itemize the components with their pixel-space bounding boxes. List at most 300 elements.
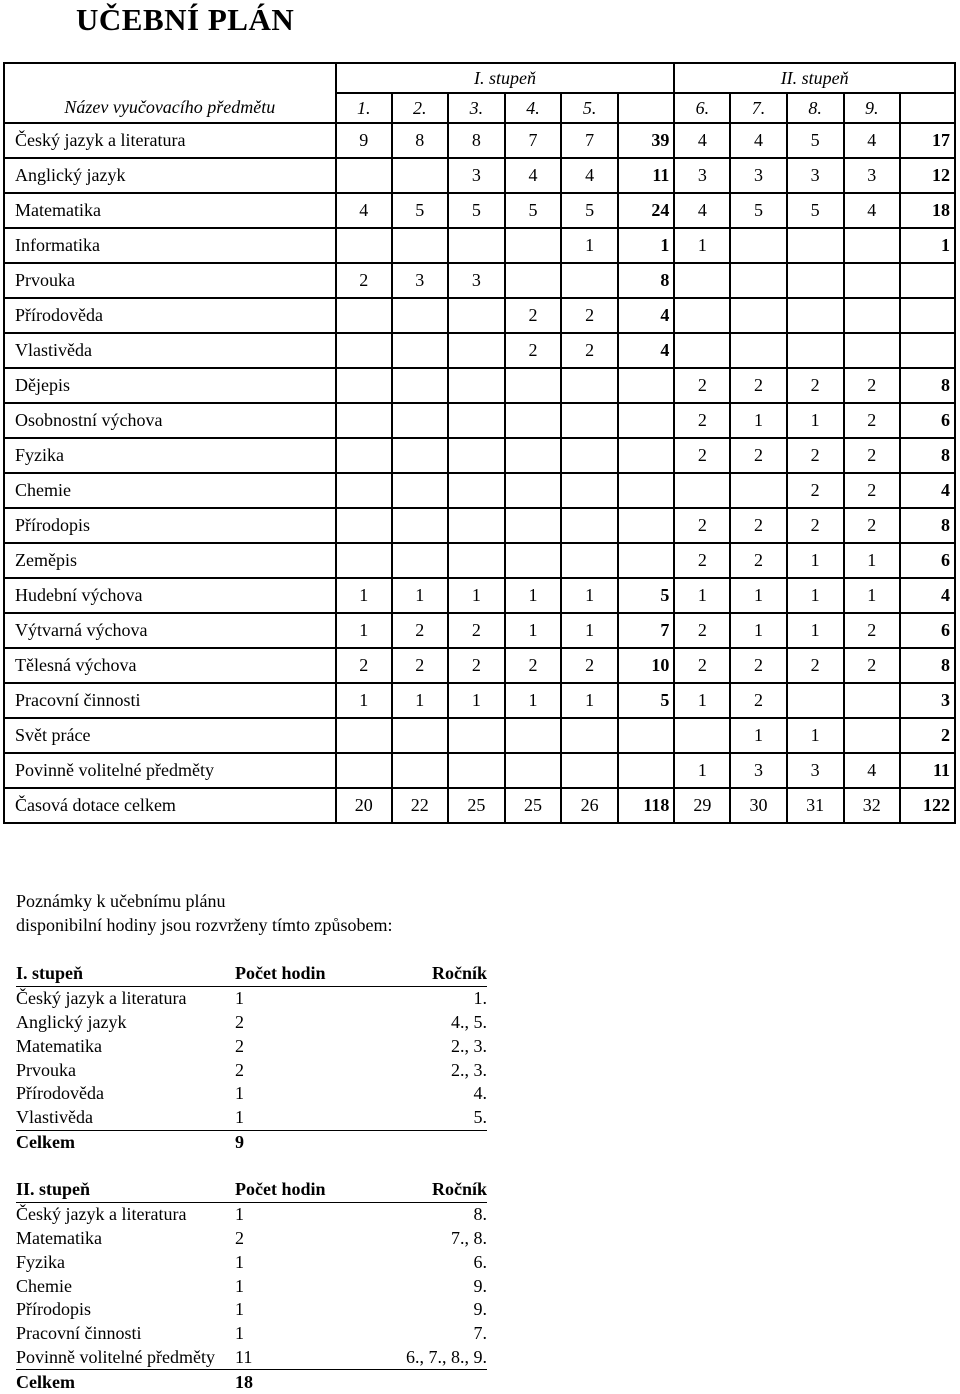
hours-cell: 2 [674, 403, 730, 438]
hours-cell: 8 [392, 123, 448, 158]
grade-header: 8. [787, 93, 844, 123]
allocation-hours: 18 [235, 1371, 253, 1392]
notes-title: Poznámky k učebnímu plánu [16, 891, 226, 911]
stage2-sum: 6 [900, 613, 955, 648]
stage-header-row [4, 63, 955, 93]
hours-cell: 2 [561, 298, 618, 333]
allocation-hours: 2 [235, 1227, 244, 1248]
hours-cell: 3 [392, 263, 448, 298]
hours-cell [674, 473, 730, 508]
hours-cell [787, 683, 844, 718]
allocation-grade: 7. [473, 1323, 487, 1344]
allocation-grade: 5. [358, 1106, 487, 1130]
hours-cell [505, 228, 561, 263]
grade-header: 9. [844, 93, 900, 123]
subject-name: Anglický jazyk [4, 158, 336, 193]
hours-cell: 2 [844, 438, 900, 473]
hours-cell: 3 [730, 753, 786, 788]
subject-row [4, 263, 955, 298]
stage2-sum: 17 [900, 123, 955, 158]
hours-cell [561, 753, 618, 788]
hours-cell [448, 298, 505, 333]
subject-row [4, 753, 955, 788]
hours-cell [730, 333, 786, 368]
allocation-subject: Český jazyk a literatura [16, 988, 187, 1009]
hours-cell: 2 [392, 613, 448, 648]
subject-name: Chemie [4, 473, 336, 508]
hours-cell [392, 718, 448, 753]
stage2-sum: 12 [900, 158, 955, 193]
hours-cell: 4 [844, 753, 900, 788]
subject-name: Svět práce [4, 718, 336, 753]
grade-header: 7. [730, 93, 786, 123]
allocation-subject: II. stupeň [16, 1178, 235, 1202]
hours-cell: 2 [730, 683, 786, 718]
allocation-subject: I. stupeň [16, 962, 235, 986]
hours-cell [392, 158, 448, 193]
hours-cell [336, 228, 392, 263]
sum-header-cell [900, 93, 955, 123]
hours-cell [448, 473, 505, 508]
hours-cell: 1 [505, 578, 561, 613]
subject-row [4, 718, 955, 753]
allocation-row [16, 1082, 487, 1106]
subject-name: Přírodopis [4, 508, 336, 543]
subject-name: Povinně volitelné předměty [4, 753, 336, 788]
allocation-row [16, 1346, 487, 1370]
hours-cell: 3 [844, 158, 900, 193]
hours-cell [561, 508, 618, 543]
subject-row [4, 473, 955, 508]
allocation-grade: 4. [473, 1083, 487, 1104]
allocation-grade: 1. [473, 988, 487, 1009]
hours-cell: 2 [730, 543, 786, 578]
hours-cell: 4 [336, 193, 392, 228]
stage1-sum: 10 [618, 648, 674, 683]
hours-cell [336, 158, 392, 193]
hours-cell [505, 403, 561, 438]
allocation-hours: 2 [235, 1035, 244, 1056]
subject-name: Pracovní činnosti [4, 683, 336, 718]
stage2-sum: 8 [900, 368, 955, 403]
allocation-hours: Počet hodin [235, 962, 358, 986]
hours-cell: 1 [448, 578, 505, 613]
allocation-header-row [16, 962, 487, 986]
hours-cell [505, 753, 561, 788]
stage1-sum [618, 473, 674, 508]
hours-cell [561, 718, 618, 753]
allocation-grade: Ročník [358, 962, 487, 986]
subject-name: Hudební výchova [4, 578, 336, 613]
hours-cell: 1 [787, 543, 844, 578]
hours-cell: 2 [674, 508, 730, 543]
hours-cell: 1 [674, 683, 730, 718]
hours-cell: 2 [787, 368, 844, 403]
stage2-sum: 4 [900, 473, 955, 508]
hours-cell: 1 [844, 578, 900, 613]
hours-cell [787, 298, 844, 333]
stage2-allocation-table [16, 1178, 487, 1394]
stage1-sum: 118 [618, 788, 674, 823]
subject-row [4, 403, 955, 438]
hours-cell: 2 [730, 368, 786, 403]
hours-cell [392, 403, 448, 438]
allocation-hours: Počet hodin [235, 1178, 358, 1202]
hours-cell [561, 438, 618, 473]
notes-description: disponibilní hodiny jsou rozvrženy tímto způsobem: [16, 915, 393, 935]
hours-cell [561, 368, 618, 403]
allocation-hours: 1 [235, 1323, 244, 1344]
hours-cell: 2 [674, 648, 730, 683]
allocation-row [16, 1250, 487, 1274]
hours-cell: 32 [844, 788, 900, 823]
allocation-grade [358, 1130, 487, 1154]
subject-name-header: Název vyučovacího předmětu [4, 63, 336, 123]
curriculum-table [3, 62, 956, 824]
allocation-row [16, 1011, 487, 1035]
hours-cell: 1 [561, 578, 618, 613]
hours-cell: 2 [787, 438, 844, 473]
hours-cell: 5 [448, 193, 505, 228]
hours-cell [336, 473, 392, 508]
hours-cell [448, 543, 505, 578]
hours-cell: 9 [336, 123, 392, 158]
allocation-subject: Český jazyk a literatura [16, 1204, 187, 1225]
hours-cell [336, 403, 392, 438]
subject-row [4, 648, 955, 683]
allocation-subject: Povinně volitelné předměty [16, 1346, 235, 1370]
subject-row [4, 158, 955, 193]
subject-row [4, 333, 955, 368]
hours-cell: 2 [730, 648, 786, 683]
hours-cell: 29 [674, 788, 730, 823]
hours-cell: 1 [844, 543, 900, 578]
stage2-sum: 11 [900, 753, 955, 788]
hours-cell [561, 473, 618, 508]
hours-cell: 3 [448, 158, 505, 193]
subject-name: Tělesná výchova [4, 648, 336, 683]
stage2-sum: 122 [900, 788, 955, 823]
hours-cell: 1 [448, 683, 505, 718]
hours-cell: 1 [730, 718, 786, 753]
hours-cell: 1 [505, 683, 561, 718]
hours-cell: 20 [336, 788, 392, 823]
hours-cell [392, 543, 448, 578]
hours-cell: 4 [674, 193, 730, 228]
hours-cell [674, 263, 730, 298]
allocation-hours: 2 [235, 1011, 244, 1032]
subject-row [4, 788, 955, 823]
hours-cell [505, 543, 561, 578]
stage1-sum [618, 718, 674, 753]
allocation-hours: 1 [235, 1204, 244, 1225]
stage1-sum: 11 [618, 158, 674, 193]
subject-row [4, 228, 955, 263]
hours-cell: 1 [730, 613, 786, 648]
allocation-hours: 9 [235, 1131, 244, 1152]
hours-cell: 26 [561, 788, 618, 823]
stage2-sum: 8 [900, 438, 955, 473]
allocation-row [16, 986, 487, 1010]
stage2-sum: 6 [900, 403, 955, 438]
subject-name: Dějepis [4, 368, 336, 403]
subject-row [4, 298, 955, 333]
grade-header: 5. [561, 93, 618, 123]
hours-cell: 1 [561, 613, 618, 648]
hours-cell: 1 [392, 578, 448, 613]
hours-cell: 5 [787, 123, 844, 158]
hours-cell [505, 368, 561, 403]
stage1-sum [618, 438, 674, 473]
hours-cell: 2 [674, 543, 730, 578]
hours-cell: 22 [392, 788, 448, 823]
stage2-sum [900, 298, 955, 333]
hours-cell [505, 508, 561, 543]
allocation-hours: 1 [235, 1299, 244, 1320]
allocation-grade: Ročník [358, 1178, 487, 1202]
hours-cell: 3 [674, 158, 730, 193]
subject-row [4, 578, 955, 613]
hours-cell [448, 403, 505, 438]
hours-cell: 3 [730, 158, 786, 193]
notes [16, 889, 392, 937]
stage1-sum [618, 403, 674, 438]
subject-row [4, 508, 955, 543]
allocation-grade: 2., 3. [451, 1035, 487, 1056]
hours-cell [505, 438, 561, 473]
grade-header: 1. [336, 93, 392, 123]
allocation-subject: Chemie [16, 1275, 72, 1296]
hours-cell [787, 228, 844, 263]
hours-cell: 1 [730, 578, 786, 613]
hours-cell [787, 333, 844, 368]
allocation-grade: 2., 3. [451, 1059, 487, 1080]
hours-cell: 1 [336, 578, 392, 613]
subject-row [4, 683, 955, 718]
hours-cell: 5 [561, 193, 618, 228]
allocation-grade: 4., 5. [451, 1011, 487, 1032]
hours-cell: 7 [561, 123, 618, 158]
allocation-hours: 1 [235, 1251, 244, 1272]
hours-cell [336, 438, 392, 473]
subject-name: Informatika [4, 228, 336, 263]
allocation-hours: 1 [235, 1275, 244, 1296]
stage2-sum: 1 [900, 228, 955, 263]
hours-cell [787, 263, 844, 298]
stage2-sum: 6 [900, 543, 955, 578]
allocation-row [16, 1298, 487, 1322]
sum-header-cell [618, 93, 674, 123]
hours-cell: 2 [730, 508, 786, 543]
hours-cell: 25 [448, 788, 505, 823]
grade-header: 6. [674, 93, 730, 123]
hours-cell: 2 [787, 473, 844, 508]
allocation-hours: 1 [235, 1106, 358, 1130]
hours-cell [561, 263, 618, 298]
subject-row [4, 543, 955, 578]
hours-cell: 2 [787, 648, 844, 683]
hours-cell [448, 508, 505, 543]
hours-cell: 2 [505, 333, 561, 368]
hours-cell [392, 368, 448, 403]
stage2-header: II. stupeň [674, 63, 955, 93]
stage1-sum: 39 [618, 123, 674, 158]
allocation-row [16, 1202, 487, 1226]
allocation-subject: Anglický jazyk [16, 1011, 127, 1032]
stage1-sum [618, 508, 674, 543]
allocation-subject: Přírodověda [16, 1083, 104, 1104]
hours-cell: 4 [844, 123, 900, 158]
hours-cell: 4 [674, 123, 730, 158]
hours-cell: 2 [674, 438, 730, 473]
hours-cell [674, 718, 730, 753]
hours-cell: 4 [844, 193, 900, 228]
subject-name: Prvouka [4, 263, 336, 298]
hours-cell [844, 228, 900, 263]
hours-cell: 1 [787, 613, 844, 648]
stage1-header: I. stupeň [336, 63, 675, 93]
hours-cell: 1 [787, 718, 844, 753]
allocation-row [16, 1034, 487, 1058]
subject-name: Časová dotace celkem [4, 788, 336, 823]
hours-cell: 25 [505, 788, 561, 823]
hours-cell: 2 [336, 648, 392, 683]
hours-cell [844, 263, 900, 298]
allocation-row [16, 1322, 487, 1346]
hours-cell [844, 718, 900, 753]
hours-cell: 4 [730, 123, 786, 158]
hours-cell: 1 [674, 753, 730, 788]
subject-name: Přírodověda [4, 298, 336, 333]
subject-row [4, 368, 955, 403]
hours-cell: 31 [787, 788, 844, 823]
allocation-grade [358, 1370, 487, 1394]
stage2-sum: 2 [900, 718, 955, 753]
hours-cell: 1 [787, 578, 844, 613]
hours-cell [336, 298, 392, 333]
hours-cell: 2 [787, 508, 844, 543]
hours-cell: 2 [844, 473, 900, 508]
hours-cell: 1 [561, 228, 618, 263]
grade-header: 4. [505, 93, 561, 123]
hours-cell [561, 403, 618, 438]
hours-cell: 1 [787, 403, 844, 438]
subject-row [4, 438, 955, 473]
hours-cell: 4 [505, 158, 561, 193]
allocation-subject: Matematika [16, 1227, 102, 1248]
hours-cell: 2 [844, 403, 900, 438]
hours-cell [730, 263, 786, 298]
hours-cell: 1 [730, 403, 786, 438]
hours-cell: 2 [505, 298, 561, 333]
hours-cell [505, 263, 561, 298]
hours-cell: 1 [336, 683, 392, 718]
stage1-sum [618, 543, 674, 578]
stage1-sum: 5 [618, 683, 674, 718]
hours-cell [392, 228, 448, 263]
hours-cell [844, 683, 900, 718]
hours-cell: 5 [787, 193, 844, 228]
hours-cell: 5 [505, 193, 561, 228]
allocation-hours: 11 [235, 1346, 358, 1370]
hours-cell [505, 718, 561, 753]
hours-cell [730, 228, 786, 263]
stage1-sum: 4 [618, 333, 674, 368]
hours-cell [448, 333, 505, 368]
hours-cell [336, 543, 392, 578]
hours-cell: 2 [844, 613, 900, 648]
stage1-sum: 24 [618, 193, 674, 228]
hours-cell [392, 438, 448, 473]
hours-cell: 5 [730, 193, 786, 228]
hours-cell: 1 [674, 578, 730, 613]
stage2-sum: 3 [900, 683, 955, 718]
subject-name: Český jazyk a literatura [4, 123, 336, 158]
allocation-row [16, 1274, 487, 1298]
stage1-allocation-table [16, 962, 487, 1154]
hours-cell [448, 368, 505, 403]
allocation-grade: 6., 7., 8., 9. [358, 1346, 487, 1370]
allocation-total-row [16, 1370, 487, 1394]
allocation-hours: 1 [235, 1083, 244, 1104]
grade-header: 2. [392, 93, 448, 123]
hours-cell [448, 228, 505, 263]
stage1-sum: 7 [618, 613, 674, 648]
allocation-row [16, 1106, 487, 1130]
hours-cell: 2 [392, 648, 448, 683]
stage1-sum [618, 368, 674, 403]
allocation-hours: 2 [235, 1059, 244, 1080]
allocation-grade: 7., 8. [451, 1227, 487, 1248]
allocation-grade: 8. [473, 1204, 487, 1225]
hours-cell [336, 333, 392, 368]
hours-cell: 3 [787, 158, 844, 193]
allocation-subject: Prvouka [16, 1059, 76, 1080]
hours-cell: 2 [844, 368, 900, 403]
hours-cell: 2 [674, 368, 730, 403]
hours-cell: 2 [448, 648, 505, 683]
subject-row [4, 613, 955, 648]
subject-name: Výtvarná výchova [4, 613, 336, 648]
hours-cell: 2 [448, 613, 505, 648]
hours-cell [561, 543, 618, 578]
subject-name: Matematika [4, 193, 336, 228]
grade-header: 3. [448, 93, 505, 123]
hours-cell [844, 298, 900, 333]
hours-cell: 2 [730, 438, 786, 473]
hours-cell: 2 [561, 648, 618, 683]
allocation-row [16, 1227, 487, 1251]
hours-cell: 5 [392, 193, 448, 228]
subject-name: Fyzika [4, 438, 336, 473]
hours-cell [392, 473, 448, 508]
hours-cell: 1 [336, 613, 392, 648]
subject-row [4, 123, 955, 158]
hours-cell [392, 298, 448, 333]
hours-cell [730, 473, 786, 508]
hours-cell [336, 753, 392, 788]
hours-cell [674, 333, 730, 368]
hours-cell: 30 [730, 788, 786, 823]
stage1-sum: 8 [618, 263, 674, 298]
hours-cell [392, 333, 448, 368]
hours-cell: 2 [336, 263, 392, 298]
subject-name: Vlastivěda [4, 333, 336, 368]
hours-cell: 2 [674, 613, 730, 648]
allocation-grade: 9. [473, 1299, 487, 1320]
hours-cell: 1 [561, 683, 618, 718]
allocation-subject: Fyzika [16, 1251, 65, 1272]
